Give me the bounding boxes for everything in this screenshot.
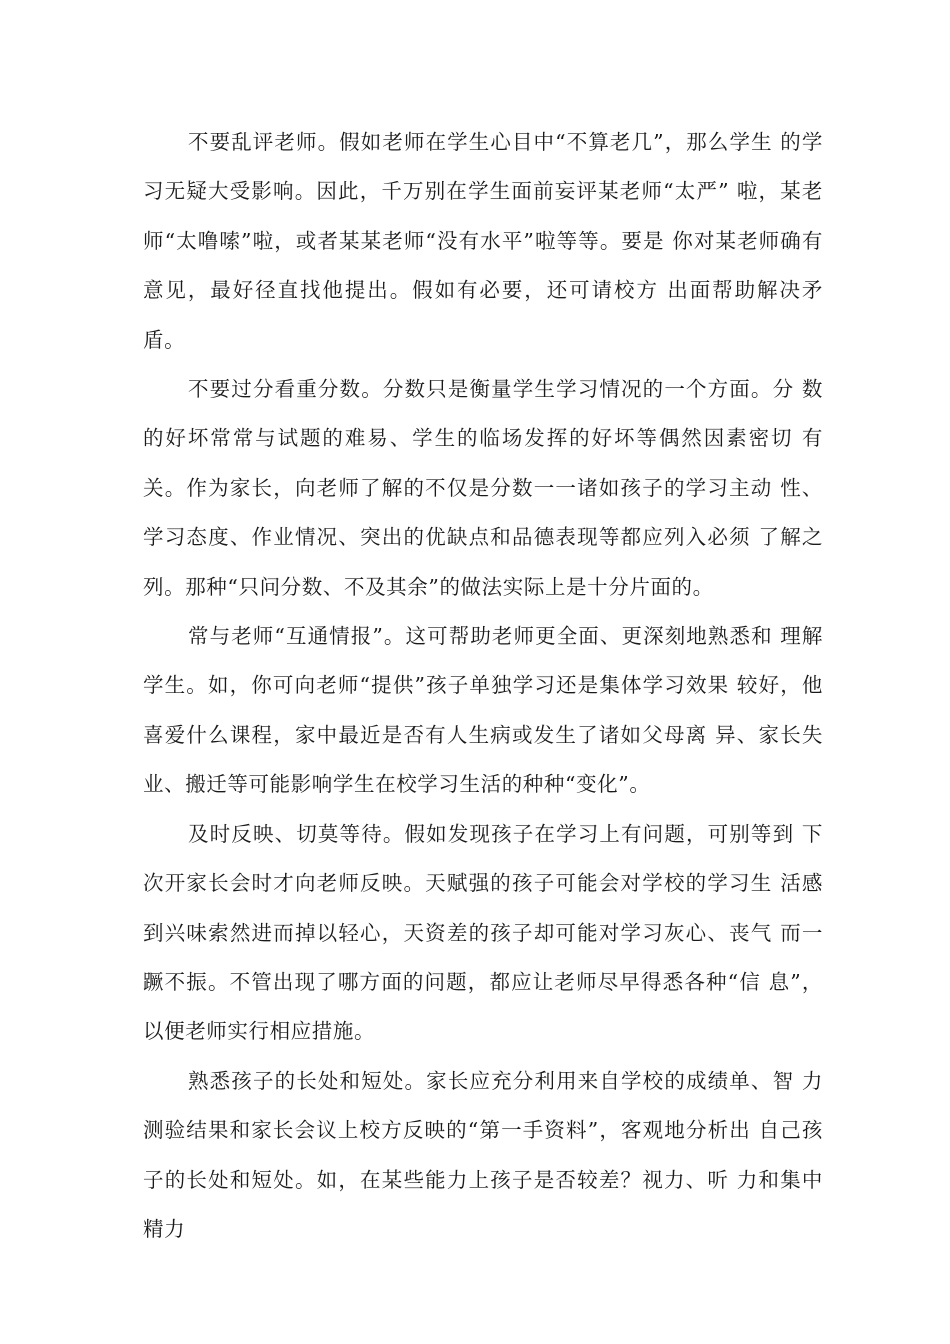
paragraph-1: 不要乱评老师。假如老师在学生心目中“不算老几”，那么学生 的学习无疑大受影响。因此，千万别在学生面前妄评某老师“太严” 啦，某老师“太噜嗦”啦，或者某某老师“没有水平”啦等等。要是 你对某老师确有意见，最好径直找他提出。假如有必要，还可请校方 出面帮助解决矛盾。 (143, 130, 823, 352)
paragraph-5: 熟悉孩子的长处和短处。家长应充分利用来自学校的成绩单、智 力测验结果和家长会议上校方反映的“第一手资料”，客观地分析出 自己孩子的长处和短处。如，在某些能力上孩子是否较差？视力、听 力和集中精力 (143, 1068, 823, 1241)
paragraph-2: 不要过分看重分数。分数只是衡量学生学习情况的一个方面。分 数的好坏常常与试题的难易、学生的临场发挥的好坏等偶然因素密切 有关。作为家长，向老师了解的不仅是分数一一诸如孩子的学习主动 性、学习态度、作业情况、突出的优缺点和品德表现等都应列入必须 了解之列。那种“只问分数、不及其余”的做法实际上是十分片面的。 (143, 377, 823, 599)
paragraph-3: 常与老师“互通情报”。这可帮助老师更全面、更深刻地熟悉和 理解学生。如，你可向老师“提供”孩子单独学习还是集体学习效果 较好，他喜爱什么课程，家中最近是否有人生病或发生了诸如父母离 异、家长失业、搬迁等可能影响学生在校学习生活的种种“变化”。 (143, 624, 823, 797)
paragraph-4: 及时反映、切莫等待。假如发现孩子在学习上有问题，可别等到 下次开家长会时才向老师反映。天赋强的孩子可能会对学校的学习生 活感到兴味索然进而掉以轻心，天资差的孩子却可能对学习灰心、丧气 而一蹶不振。不管出现了哪方面的问题，都应让老师尽早得悉各种“信 息”，以便老师实行相应措施。 (143, 821, 823, 1044)
document-body (143, 118, 823, 1254)
